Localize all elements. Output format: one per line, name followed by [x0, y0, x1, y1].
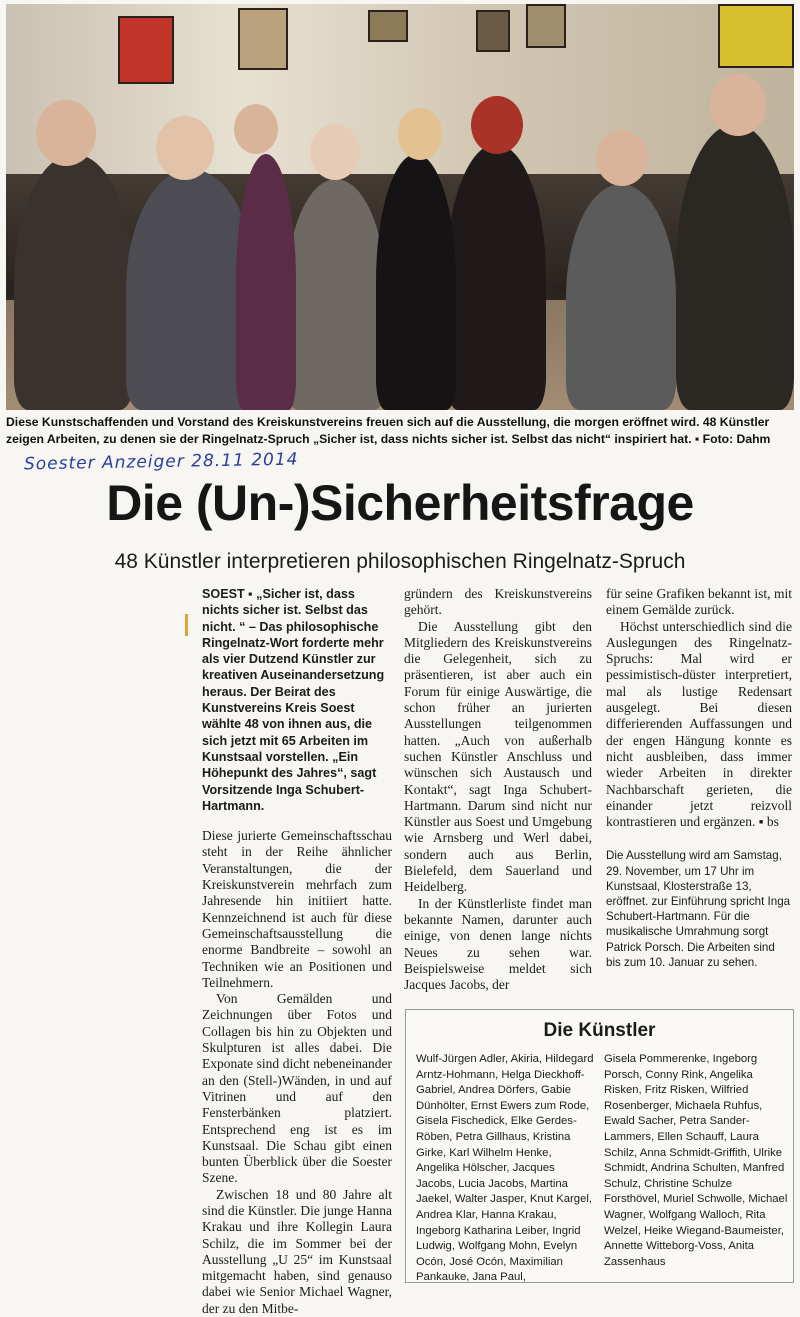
- article-lead: SOEST ▪ „Sicher ist, dass nichts sicher ist. Selbst das nicht. “ – Das philosophische Ringelnatz-Wort forderte mehr als vier Dutzend Künstler zur kreativen Auseinandersetzung heraus. Der Beirat des Kunstvereins Kreis Soest wählte 48 von ihnen aus, die sich jetzt mit 65 Arbeiten im Kunstsaal vorstellen. „Ein Höhepunkt des Jahres“, sagt Vorsitzende Inga Schubert-Hartmann.: [202, 587, 385, 813]
- margin-marker: [185, 614, 188, 636]
- article-paragraph: Zwischen 18 und 80 Jahre alt sind die Künstler. Die junge Hanna Krakau und ihre Kollegin Laura Schilz, die im Sommer bei der Ausstellung „U 25“ im Kunstsaal mitgemacht haben, sind genauso dabei wie Senior Michael Wagner, der zu den Mitbe-: [202, 1186, 392, 1316]
- article-paragraph: Höchst unterschiedlich sind die Auslegungen des Ringelnatz-Spruchs: Mal wird er pessimistisch-düster interpretiert, mal als lustige Redensart ausgelegt. Bei diesen differierenden Auffassungen und der engen Hängung konnte es nicht ausbleiben, dass immer wieder Arbeiten in direkter Nachbarschaft gerieten, die einander jetzt reizvoll kontrastieren und ergänzen. ▪ bs: [606, 618, 792, 830]
- photo-caption: Diese Kunstschaffenden und Vorstand des Kreiskunstvereins freuen sich auf die Ausstellung, die morgen eröffnet wird. 48 Künstler zeigen Arbeiten, zu denen sie der Ringelnatz-Spruch „Sicher ist, dass nichts sicher ist. Selbst das nicht“ inspiriert hat. ▪ Foto: Dahm: [6, 415, 771, 446]
- article-paragraph: Diese jurierte Gemeinschaftsschau steht in der Reihe ähnlicher Veranstaltungen, die der Kreiskunstverein mehrfach zum Jahresende hin initiiert hatte. Kennzeichnend ist auch für diese Gemeinschaftsausstellung die enorme Bandbreite – sowohl an Techniken wie an Positionen und Teilnehmern.: [202, 828, 392, 990]
- subheadline: 48 Künstler interpretieren philosophischen Ringelnatz-Spruch: [114, 550, 686, 573]
- person-head: [398, 108, 442, 160]
- artists-list-right: Gisela Pommerenke, Ingeborg Porsch, Conny Rink, Angelika Risken, Fritz Risken, Wilfried Rosenberger, Michaela Ruhfus, Ewald Sacher, Petra Sander-Lammers, Ellen Schauff, Laura Schilz, Anna Schmidt-Griffith, Ulrike Schmidt, Andrina Schulten, Manfred Schulz, Christine Schulze Forsthövel, Muriel Schwolle, Michael Wagner, Wolfgang Walloch, Rita Welzel, Heike Wiegand-Baumeister, Annette Witteborg-Voss, Anita Zassenhaus: [604, 1053, 788, 1268]
- article-column-3: [606, 586, 792, 970]
- artwork-frame: [238, 8, 288, 70]
- headline: Die (Un-)Sicherheitsfrage: [106, 475, 694, 531]
- event-info: Die Ausstellung wird am Samstag, 29. November, um 17 Uhr im Kunstsaal, Klosterstraße 13, eröffnet. zur Einführung spricht Inga Schubert-Hartmann. Für die musikalische Umrahmung sorgt Patrick Porsch. Die Arbeiten sind bis zum 10. Januar zu sehen.: [606, 849, 791, 969]
- person-head: [36, 100, 96, 166]
- artwork-frame: [526, 4, 566, 48]
- person: [236, 154, 296, 410]
- article-column-1: [202, 586, 392, 1317]
- article-paragraph: Von Gemälden und Zeichnungen über Fotos und Collagen bis hin zu Objekten und Skulpturen ist alles dabei. Die Exponate sind dicht nebeneinander an den (Stell-)Wänden, in und auf Vitrinen und auf den Fensterbänken platziert. Entsprechend eng ist es im Kunstsaal. Die Schau gibt einen bunten Überblick über die Soester Szene.: [202, 991, 392, 1186]
- person: [566, 184, 676, 410]
- person: [676, 124, 794, 410]
- person-head: [710, 74, 766, 136]
- artists-box-title: Die Künstler: [543, 1020, 656, 1041]
- person: [14, 154, 134, 410]
- person-head: [471, 96, 523, 154]
- group-photo: [6, 4, 794, 410]
- artwork-frame: [476, 10, 510, 52]
- handwritten-source-note: Soester Anzeiger 28.11 2014: [23, 449, 299, 475]
- person: [286, 179, 386, 410]
- artists-box: [405, 1009, 794, 1283]
- person-head: [596, 130, 648, 186]
- article-column-2: [404, 586, 592, 993]
- artwork-frame: [718, 4, 794, 68]
- article-paragraph: In der Künstlerliste findet man bekannte Namen, darunter auch einige, von denen lange nichts Neues zu sehen war. Beispielsweise meldet sich Jacques Jacobs, der: [404, 895, 592, 993]
- artwork-frame: [118, 16, 174, 84]
- artwork-frame: [368, 10, 408, 42]
- person: [446, 144, 546, 410]
- person-head: [310, 124, 360, 180]
- person-head: [234, 104, 278, 154]
- person-head: [156, 116, 214, 180]
- article-paragraph: für seine Grafiken bekannt ist, mit einem Gemälde zurück.: [606, 586, 792, 618]
- artists-list-left: Wulf-Jürgen Adler, Akiria, Hildegard Arntz-Hohmann, Helga Dieckhoff-Gabriel, Andrea Dörfers, Gabie Dünhölter, Ernst Ewers zum Rode, Gisela Fischedick, Elke Gerdes-Röben, Petra Gillhaus, Kristina Girke, Karl Wilhelm Henke, Angelika Hölscher, Jacques Jacobs, Lucia Jacobs, Martina Jaekel, Walter Jasper, Knut Kargel, Andrea Klar, Hanna Krakau, Ingeborg Katharina Leiber, Ingrid Ludwig, Wolfgang Mohn, Evelyn Ocón, José Ocón, Maximilian Pankauke, Jana Paul,: [416, 1053, 594, 1284]
- article-paragraph: gründern des Kreiskunstvereins gehört.: [404, 586, 592, 618]
- person: [376, 154, 456, 410]
- article-paragraph: Die Ausstellung gibt den Mitgliedern des Kreiskunstvereins die Gelegenheit, sich zu präsentieren, ist aber auch ein Forum für einige Auswärtige, die schon früher an jurierten Ausstellungen teilgenommen hatten. „Auch von außerhalb suchen Künstler Anschluss und wünschen sich Austausch und Kontakt“, sagt Inga Schubert-Hartmann. Darum sind nicht nur Künstler aus Soest und Umgebung wie Arnsberg und Werl dabei, sondern auch aus Berlin, Bielefeld, dem Sauerland und Heidelberg.: [404, 618, 592, 895]
